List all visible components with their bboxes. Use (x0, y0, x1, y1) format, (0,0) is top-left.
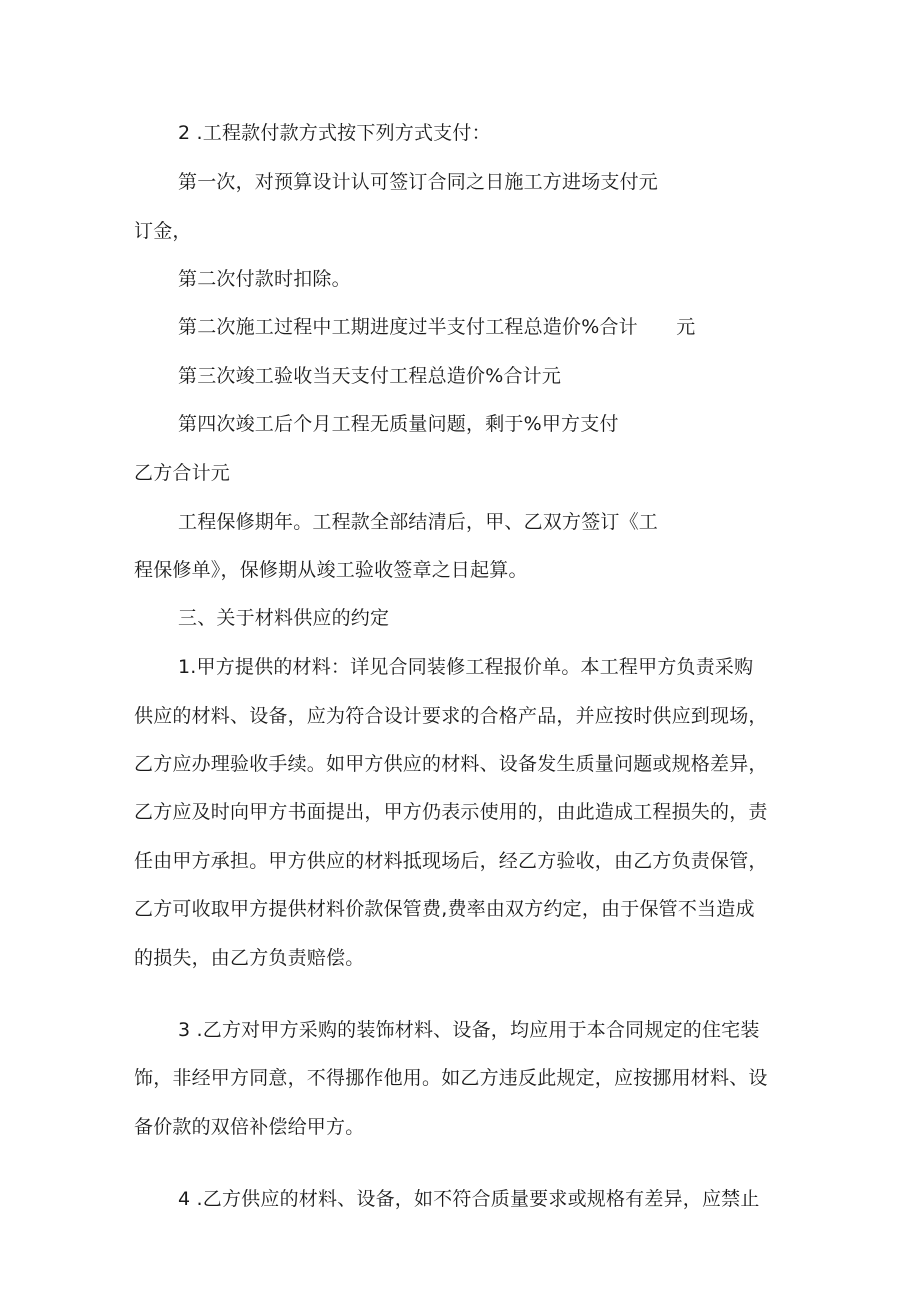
clause-3-line-2: 饰，非经甲方同意，不得挪作他用。如乙方违反此规定，应按挪用材料、设 (134, 1067, 768, 1089)
clause-4-line-1: 4 .乙方供应的材料、设备，如不符合质量要求或规格有差异，应禁止 (178, 1188, 760, 1210)
warranty-period-cont: 程保修单》，保修期从竣工验收签章之日起算。 (134, 559, 528, 581)
payment-second: 第二次施工过程中工期进度过半支付工程总造价%合计 元 (178, 316, 696, 338)
clause-3-line-3: 备价款的双倍补偿给甲方。 (134, 1116, 365, 1138)
clause-1-line-2: 供应的材料、设备，应为符合设计要求的合格产品，并应按时供应到现场， (134, 705, 768, 727)
warranty-period: 工程保修期年。工程款全部结清后，甲、乙双方签订《工 (178, 511, 659, 533)
payment-third: 第三次竣工验收当天支付工程总造价%合计元 (178, 365, 562, 387)
payment-fourth-cont: 乙方合计元 (134, 462, 231, 484)
clause-1-line-3: 乙方应办理验收手续。如甲方供应的材料、设备发生质量问题或规格差异， (134, 753, 768, 775)
section-material-supply: 三、关于材料供应的约定 (178, 607, 390, 629)
clause-1-line-1: 1.甲方提供的材料：详见合同装修工程报价单。本工程甲方负责采购 (178, 656, 754, 678)
payment-first-cont: 订金， (134, 220, 192, 242)
payment-fourth: 第四次竣工后个月工程无质量问题，剩于%甲方支付 (178, 413, 619, 435)
clause-1-line-4: 乙方应及时向甲方书面提出，甲方仍表示使用的，由此造成工程损失的，责 (134, 801, 768, 823)
clause-1-line-7: 的损失，由乙方负责赔偿。 (134, 947, 365, 969)
clause-1-line-5: 任由甲方承担。甲方供应的材料抵现场后，经乙方验收，由乙方负责保管， (134, 850, 768, 872)
clause-payment-method: 2 .工程款付款方式按下列方式支付： (178, 122, 491, 144)
clause-1-line-6: 乙方可收取甲方提供材料价款保管费,费率由双方约定，由于保管不当造成 (134, 898, 755, 920)
clause-3-line-1: 3 .乙方对甲方采购的装饰材料、设备，均应用于本合同规定的住宅装 (178, 1019, 760, 1041)
payment-first: 第一次，对预算设计认可签订合同之日施工方进场支付元 (178, 171, 659, 193)
payment-deduct: 第二次付款时扣除。 (178, 268, 351, 290)
